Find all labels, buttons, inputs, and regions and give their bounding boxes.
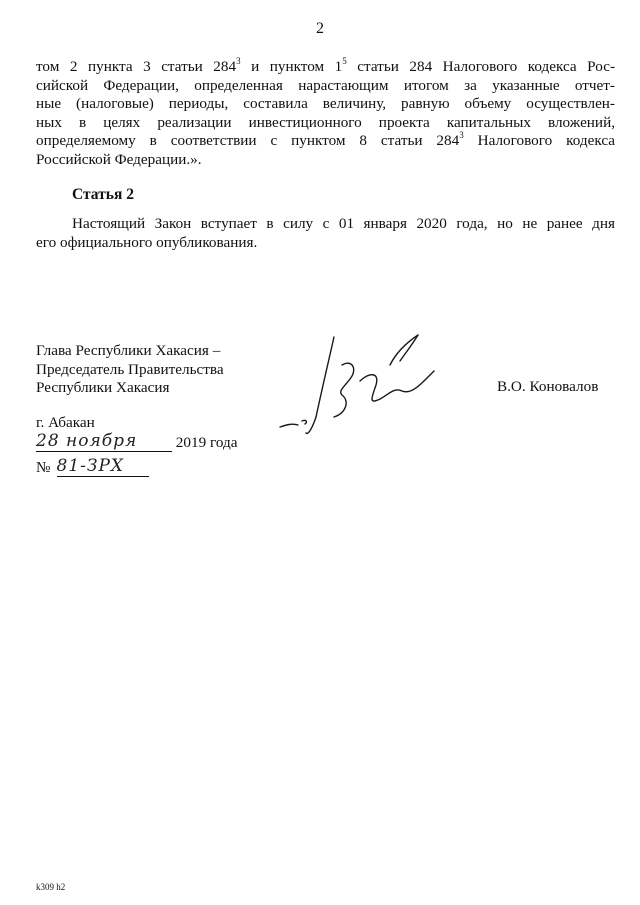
signer-title-line: Глава Республики Хакасия –	[36, 342, 221, 359]
paragraph-line: ные (налоговые) периоды, составила величину, равную объему осуществлен-	[36, 95, 615, 112]
place-city: г. Абакан	[36, 414, 95, 431]
superscript: 3	[236, 55, 241, 66]
paragraph-line: определяемому в соответствии с пунктом 8 статьи $284^3$ Налогового кодекса	[36, 129, 615, 149]
law-number-line	[36, 457, 149, 477]
paragraph-line: сийской Федерации, определенная нарастающим итогом за указанные отчет-	[36, 76, 615, 94]
paragraph-line: ных в целях реализации инвестиционного проекта капитальных вложений,	[36, 113, 615, 131]
date-line	[36, 432, 237, 452]
date-year: 2019 года	[175, 434, 238, 451]
footer-code: k309 h2	[36, 882, 66, 892]
article-heading: Статья 2	[72, 186, 134, 203]
signer-title	[36, 342, 224, 398]
number-sign: №	[36, 459, 51, 476]
paragraph-line: том 2 пункта 3 статьи $284^3$ и пунктом $1^5$ статьи 284 Налогового кодекса Рос-	[36, 55, 616, 75]
signer-title-line: Республики Хакасия	[36, 379, 170, 396]
paragraph-continued	[36, 55, 616, 169]
page-number: 2	[316, 20, 324, 37]
signer-name: В.О. Коновалов	[497, 378, 599, 395]
superscript: 5	[342, 55, 347, 66]
signer-title-line: Председатель Правительства	[36, 360, 224, 378]
paragraph-line: его официального опубликования.	[36, 233, 258, 251]
signature-image	[272, 325, 452, 445]
handwritten-date: 28 ноября	[36, 432, 172, 452]
superscript: 3	[459, 129, 464, 140]
paragraph-line: Настоящий Закон вступает в силу с 01 января 2020 года, но не ранее дня	[72, 215, 615, 232]
paragraph-line: Российской Федерации.».	[36, 150, 202, 168]
handwritten-law-number: 81-ЗРХ	[57, 457, 149, 477]
article-paragraph	[36, 215, 615, 252]
